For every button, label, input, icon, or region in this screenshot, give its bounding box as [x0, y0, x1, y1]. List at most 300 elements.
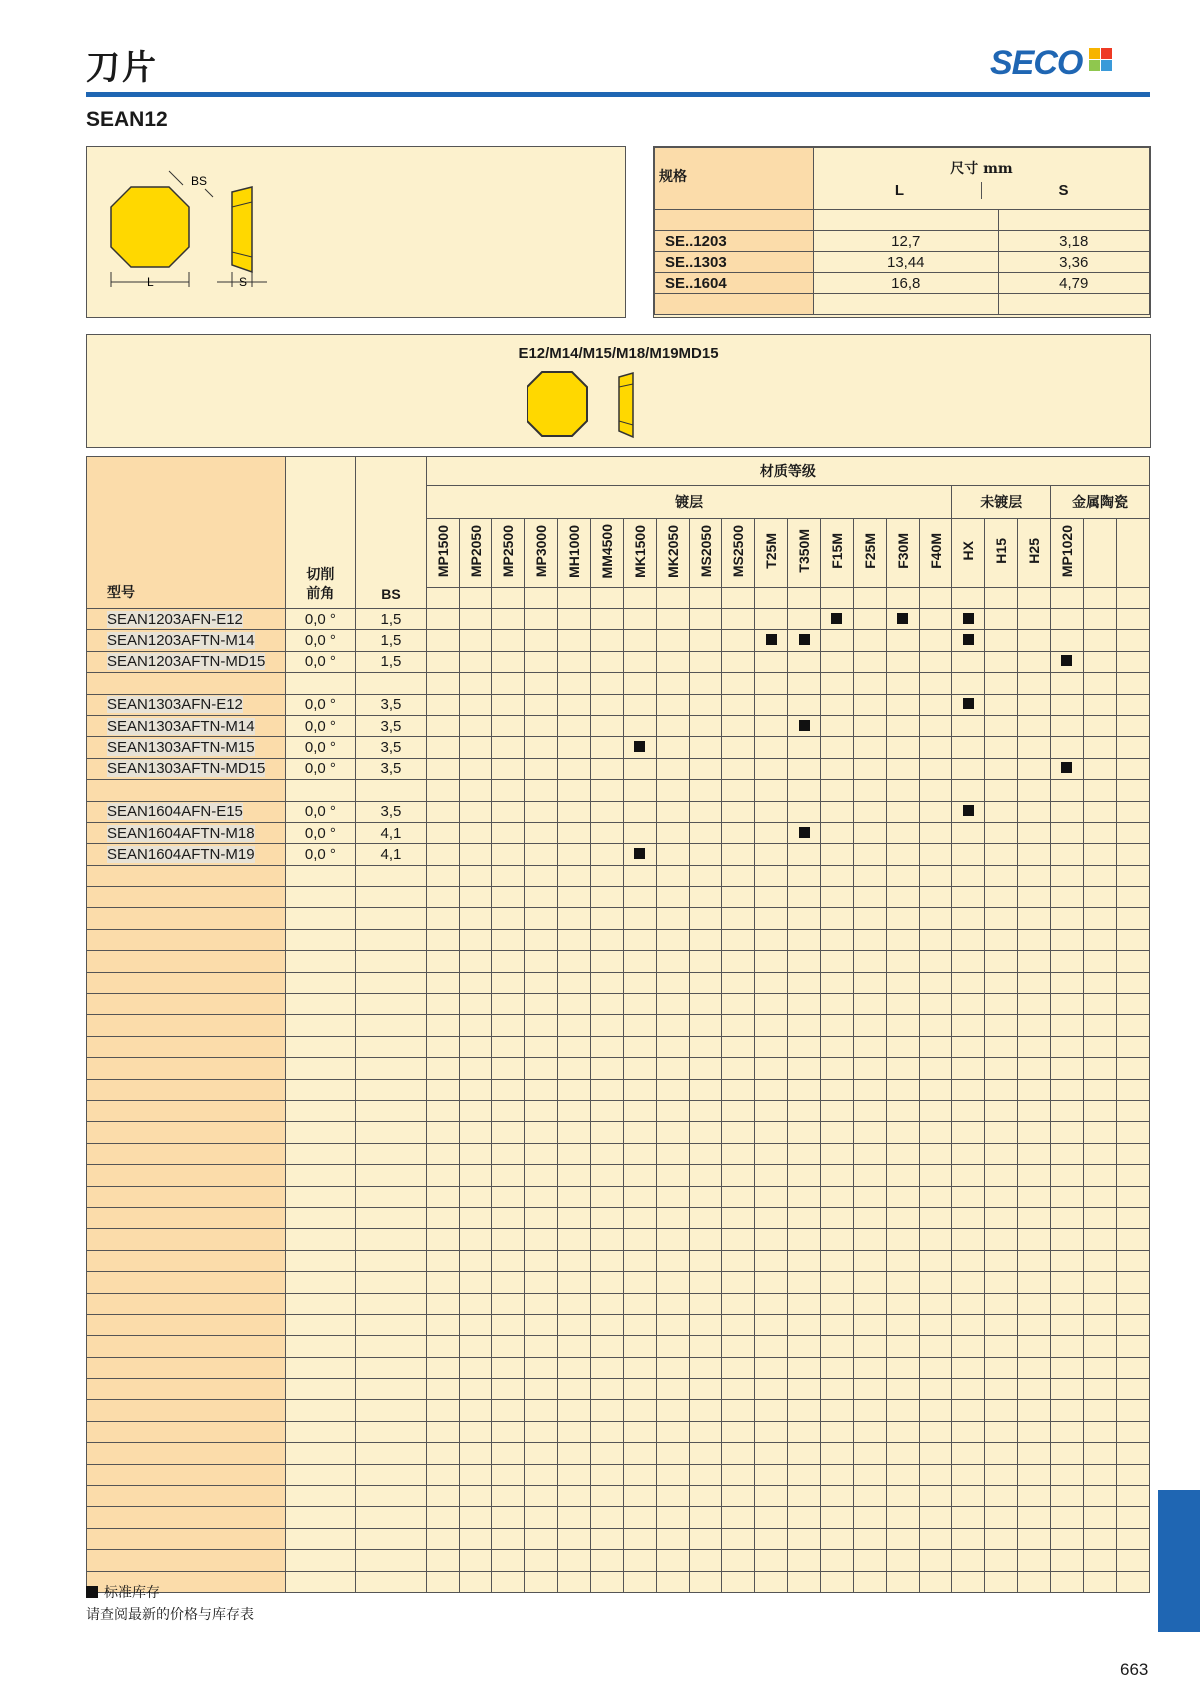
uncoated-header: 未镀层	[952, 486, 1051, 519]
empty-row	[87, 1357, 1150, 1378]
grade-cell-mp2500	[492, 694, 525, 715]
grade-cell-f25m	[853, 715, 886, 736]
grade-cell-h15	[985, 694, 1018, 715]
model-cell: SEAN1604AFTN-M18	[87, 822, 286, 843]
grade-cell-t350m	[788, 609, 821, 630]
grade-cell-mp1020	[1051, 758, 1084, 779]
col-s-header: S	[981, 182, 1145, 199]
grade-cell-hx	[952, 822, 985, 843]
grade-cell-t350m	[788, 801, 821, 822]
grade-cell-f25m	[853, 844, 886, 865]
l-label: L	[147, 275, 154, 289]
grade-cell-ms2500	[722, 715, 755, 736]
grade-header-mk2050: MK2050	[656, 519, 689, 588]
dimensions-row	[655, 273, 1150, 294]
grade-cell-mk2050	[656, 737, 689, 758]
grade-cell-f15m	[821, 737, 854, 758]
stock-mark-icon	[963, 698, 974, 709]
material-grade-header: 材质等级	[426, 457, 1149, 486]
spacer-row	[87, 780, 1150, 801]
bs-cell: 3,5	[356, 758, 427, 779]
grade-cell-mp1500	[426, 651, 459, 672]
grade-cell-f25m	[853, 609, 886, 630]
grade-cell-mp2050	[459, 630, 492, 651]
rake-cell: 0,0 °	[285, 630, 356, 651]
grade-cell-mh1000	[558, 715, 591, 736]
dimensions-panel	[653, 146, 1151, 318]
grade-cell-mm4500	[591, 609, 624, 630]
grade-cell-mp2500	[492, 844, 525, 865]
grade-cell-mp1500	[426, 630, 459, 651]
grade-header-f30m: F30M	[886, 519, 919, 588]
grade-cell-ms2500	[722, 737, 755, 758]
insert-variant-title: E12/M14/M15/M18/M19MD15	[518, 345, 719, 362]
table-row	[87, 801, 1150, 822]
grade-cell-mp2500	[492, 630, 525, 651]
grade-cell-h25	[1018, 822, 1051, 843]
rake-cell: 0,0 °	[285, 844, 356, 865]
grade-cell-f15m	[821, 609, 854, 630]
grade-cell-mp2050	[459, 801, 492, 822]
grade-cell-mp1020	[1051, 694, 1084, 715]
grade-header-h15: H15	[985, 519, 1018, 588]
grade-cell-f40m	[919, 715, 952, 736]
grade-cell-t25m	[755, 715, 788, 736]
grade-cell-f40m	[919, 844, 952, 865]
empty-row	[87, 1143, 1150, 1164]
spacer-row	[87, 673, 1150, 694]
grade-cell-t25m	[755, 801, 788, 822]
grade-cell-h15	[985, 630, 1018, 651]
dim-spec: SE..1604	[655, 273, 814, 294]
grade-cell-mp3000	[525, 694, 558, 715]
table-row	[87, 609, 1150, 630]
model-cell: SEAN1303AFTN-M14	[87, 715, 286, 736]
grade-cell-ms2500	[722, 844, 755, 865]
col-rake-line2: 前角	[306, 586, 335, 602]
grade-cell-mk2050	[656, 822, 689, 843]
bs-cell: 4,1	[356, 844, 427, 865]
grade-cell-mh1000	[558, 630, 591, 651]
grade-cell-f30m	[886, 758, 919, 779]
empty-row	[87, 1165, 1150, 1186]
grade-cell-hx	[952, 715, 985, 736]
grade-cell-f15m	[821, 801, 854, 822]
grade-cell-h15	[985, 822, 1018, 843]
empty-row	[87, 1464, 1150, 1485]
rake-cell: 0,0 °	[285, 737, 356, 758]
empty-row	[87, 1314, 1150, 1335]
model-cell: SEAN1203AFTN-M14	[87, 630, 286, 651]
col-rake-header	[285, 457, 356, 609]
grade-cell-mp3000	[525, 737, 558, 758]
empty-row	[87, 951, 1150, 972]
grade-cell-f40m	[919, 609, 952, 630]
grade-cell-hx	[952, 630, 985, 651]
grade-cell-mh1000	[558, 609, 591, 630]
empty-row	[87, 1443, 1150, 1464]
grade-cell-mk1500	[623, 609, 656, 630]
stock-mark-icon	[963, 634, 974, 645]
grade-cell-t350m	[788, 651, 821, 672]
grade-header-mk1500: MK1500	[623, 519, 656, 588]
grade-header-mp2050: MP2050	[459, 519, 492, 588]
grade-cell-h25	[1018, 630, 1051, 651]
grade-cell-h15	[985, 609, 1018, 630]
empty-row	[87, 1058, 1150, 1079]
grade-cell-mp1500	[426, 758, 459, 779]
grade-cell-t25m	[755, 609, 788, 630]
table-row	[87, 694, 1150, 715]
grade-cell-f15m	[821, 651, 854, 672]
grade-header-f25m: F25M	[853, 519, 886, 588]
insert-variant-panel	[86, 334, 1151, 448]
model-cell: SEAN1604AFN-E15	[87, 801, 286, 822]
bs-cell: 3,5	[356, 715, 427, 736]
empty-row	[87, 1336, 1150, 1357]
empty-row	[87, 1272, 1150, 1293]
page-edge-tab	[1158, 1490, 1200, 1632]
spec-header: 规格	[655, 148, 814, 210]
grades-table-wrapper	[86, 456, 1150, 1577]
grade-header-hx: HX	[952, 519, 985, 588]
grade-cell-mp1500	[426, 822, 459, 843]
grade-cell-t350m	[788, 630, 821, 651]
grade-cell-mk2050	[656, 630, 689, 651]
grade-cell-t25m	[755, 737, 788, 758]
stock-mark-icon	[766, 634, 777, 645]
grade-cell-t350m	[788, 715, 821, 736]
legend-note: 请查阅最新的价格与库存表	[86, 1607, 254, 1623]
table-row	[87, 822, 1150, 843]
model-cell: SEAN1303AFN-E12	[87, 694, 286, 715]
empty-row	[87, 908, 1150, 929]
dim-spec: SE..1303	[655, 252, 814, 273]
grade-cell-h15	[985, 758, 1018, 779]
grade-cell-t350m	[788, 758, 821, 779]
grade-cell-f30m	[886, 801, 919, 822]
rake-cell: 0,0 °	[285, 715, 356, 736]
table-row	[87, 737, 1150, 758]
grade-cell-hx	[952, 737, 985, 758]
empty-row	[87, 1186, 1150, 1207]
logo-squares-icon	[1089, 48, 1113, 72]
dim-s: 3,18	[998, 231, 1149, 252]
grade-cell-mm4500	[591, 651, 624, 672]
grade-cell-mp1020	[1051, 822, 1084, 843]
dimensions-row	[655, 231, 1150, 252]
grade-cell-mm4500	[591, 844, 624, 865]
grade-cell-mp1500	[426, 801, 459, 822]
grade-cell-mk1500	[623, 844, 656, 865]
model-cell: SEAN1303AFTN-MD15	[87, 758, 286, 779]
grade-cell-mk2050	[656, 844, 689, 865]
grade-cell-ms2050	[689, 715, 722, 736]
grade-cell-mp3000	[525, 844, 558, 865]
grade-cell-mk1500	[623, 758, 656, 779]
grade-cell-mp1500	[426, 844, 459, 865]
grade-header-t350m: T350M	[788, 519, 821, 588]
grade-cell-mp2500	[492, 737, 525, 758]
grade-cell-f40m	[919, 737, 952, 758]
empty-row	[87, 1229, 1150, 1250]
grade-cell-mm4500	[591, 694, 624, 715]
grade-cell-t350m	[788, 844, 821, 865]
empty-row	[87, 1293, 1150, 1314]
grade-cell-h15	[985, 715, 1018, 736]
rake-cell: 0,0 °	[285, 694, 356, 715]
grade-cell-f40m	[919, 651, 952, 672]
col-l-header: L	[894, 182, 905, 199]
grade-cell-h15	[985, 844, 1018, 865]
bs-label: BS	[191, 174, 208, 188]
grade-cell-mp1020	[1051, 651, 1084, 672]
grade-cell-mp1020	[1051, 844, 1084, 865]
grade-cell-mh1000	[558, 694, 591, 715]
empty-row	[87, 1015, 1150, 1036]
empty-row	[87, 1507, 1150, 1528]
grade-cell-f30m	[886, 651, 919, 672]
col-bs-header: BS	[356, 457, 427, 609]
grade-cell-mp2050	[459, 715, 492, 736]
grade-cell-mk1500	[623, 737, 656, 758]
grade-cell-mm4500	[591, 737, 624, 758]
table-row	[87, 844, 1150, 865]
grade-cell-ms2050	[689, 844, 722, 865]
grade-cell-f15m	[821, 630, 854, 651]
grade-cell-t25m	[755, 651, 788, 672]
grade-cell-hx	[952, 801, 985, 822]
grade-cell-mp3000	[525, 758, 558, 779]
grade-header-t25m: T25M	[755, 519, 788, 588]
grade-cell-mm4500	[591, 758, 624, 779]
size-header	[814, 148, 1150, 210]
grade-cell-mp2050	[459, 609, 492, 630]
grade-cell-mp2050	[459, 737, 492, 758]
grade-cell-mp2500	[492, 758, 525, 779]
stock-mark-icon	[963, 613, 974, 624]
empty-row	[87, 1079, 1150, 1100]
rake-cell: 0,0 °	[285, 822, 356, 843]
grade-cell-mk1500	[623, 715, 656, 736]
grade-cell-f40m	[919, 694, 952, 715]
grade-cell-f15m	[821, 844, 854, 865]
grade-cell-mk1500	[623, 630, 656, 651]
grade-cell-f30m	[886, 737, 919, 758]
section-title: SEAN12	[86, 108, 168, 131]
empty-row	[87, 865, 1150, 886]
grade-cell-mh1000	[558, 844, 591, 865]
model-cell: SEAN1604AFTN-M19	[87, 844, 286, 865]
grade-cell-mp2050	[459, 758, 492, 779]
grade-cell-mk2050	[656, 694, 689, 715]
grade-cell-hx	[952, 694, 985, 715]
grade-header-mp1500: MP1500	[426, 519, 459, 588]
dim-s: 3,36	[998, 252, 1149, 273]
grade-cell-f30m	[886, 822, 919, 843]
grade-cell-h15	[985, 737, 1018, 758]
s-label: S	[239, 275, 248, 289]
stock-mark-icon	[963, 805, 974, 816]
insert-dimension-drawing	[87, 147, 625, 317]
empty-row	[87, 1528, 1150, 1549]
grade-cell-h15	[985, 651, 1018, 672]
grade-cell-ms2500	[722, 651, 755, 672]
dim-spec: SE..1203	[655, 231, 814, 252]
grade-header-mm4500: MM4500	[591, 519, 624, 588]
grade-cell-hx	[952, 651, 985, 672]
grade-cell-f15m	[821, 822, 854, 843]
grade-cell-ms2050	[689, 758, 722, 779]
legend-stock	[86, 1582, 254, 1604]
empty-row	[87, 1379, 1150, 1400]
grade-cell-f25m	[853, 694, 886, 715]
insert-diagram-panel	[86, 146, 626, 318]
grade-cell-h25	[1018, 801, 1051, 822]
grade-cell-mm4500	[591, 715, 624, 736]
col-rake-line1: 切削	[306, 567, 335, 583]
grade-cell-mk2050	[656, 609, 689, 630]
grade-cell-t350m	[788, 822, 821, 843]
grade-cell-h25	[1018, 844, 1051, 865]
stock-mark-icon	[799, 634, 810, 645]
bs-cell: 4,1	[356, 822, 427, 843]
grade-header-ms2500: MS2500	[722, 519, 755, 588]
grade-cell-mk2050	[656, 758, 689, 779]
stock-mark-icon	[634, 741, 645, 752]
grade-cell-mh1000	[558, 822, 591, 843]
grade-cell-mm4500	[591, 822, 624, 843]
grade-cell-f25m	[853, 737, 886, 758]
grade-cell-mp3000	[525, 715, 558, 736]
stock-mark-icon	[831, 613, 842, 624]
empty-row	[87, 1036, 1150, 1057]
grade-cell-f15m	[821, 758, 854, 779]
empty-row	[87, 887, 1150, 908]
grade-cell-f25m	[853, 651, 886, 672]
grade-cell-ms2050	[689, 630, 722, 651]
grade-cell-f40m	[919, 758, 952, 779]
bs-cell: 1,5	[356, 651, 427, 672]
dim-l: 13,44	[814, 252, 999, 273]
dim-l: 16,8	[814, 273, 999, 294]
grade-cell-mp2050	[459, 694, 492, 715]
empty-row	[87, 972, 1150, 993]
grade-cell-mm4500	[591, 801, 624, 822]
bs-cell: 3,5	[356, 737, 427, 758]
grade-cell-t350m	[788, 737, 821, 758]
grade-cell-hx	[952, 609, 985, 630]
grade-cell-mp2500	[492, 801, 525, 822]
grade-cell-mp2050	[459, 822, 492, 843]
grade-cell-f30m	[886, 715, 919, 736]
table-row	[87, 715, 1150, 736]
empty-row	[87, 1486, 1150, 1507]
model-cell: SEAN1303AFTN-M15	[87, 737, 286, 758]
grade-cell-h25	[1018, 694, 1051, 715]
empty-row	[87, 994, 1150, 1015]
grade-cell-f40m	[919, 630, 952, 651]
grade-cell-mp1020	[1051, 715, 1084, 736]
bs-cell: 1,5	[356, 630, 427, 651]
page-number: 663	[1120, 1660, 1149, 1679]
stock-mark-icon	[1061, 655, 1072, 666]
grade-header-ms2050: MS2050	[689, 519, 722, 588]
empty-row	[87, 1400, 1150, 1421]
grade-cell-mp1020	[1051, 609, 1084, 630]
grade-header-mp3000: MP3000	[525, 519, 558, 588]
grade-header-h25: H25	[1018, 519, 1051, 588]
rake-cell: 0,0 °	[285, 609, 356, 630]
stock-mark-icon	[799, 827, 810, 838]
grade-cell-ms2050	[689, 694, 722, 715]
grade-cell-mk1500	[623, 694, 656, 715]
grade-cell-mh1000	[558, 758, 591, 779]
grade-header-mp2500: MP2500	[492, 519, 525, 588]
grade-cell-h25	[1018, 651, 1051, 672]
grade-cell-ms2500	[722, 822, 755, 843]
grade-header-f40m: F40M	[919, 519, 952, 588]
grade-cell-h25	[1018, 758, 1051, 779]
grade-cell-h15	[985, 801, 1018, 822]
legend	[86, 1582, 254, 1626]
table-row	[87, 651, 1150, 672]
dim-l: 12,7	[814, 231, 999, 252]
rake-cell: 0,0 °	[285, 758, 356, 779]
grade-cell-f25m	[853, 822, 886, 843]
grade-cell-ms2500	[722, 758, 755, 779]
grade-cell-mp3000	[525, 651, 558, 672]
grade-cell-mk2050	[656, 651, 689, 672]
grade-cell-mh1000	[558, 737, 591, 758]
size-header-label: 尺寸 mm	[950, 161, 1013, 177]
grade-cell-t25m	[755, 694, 788, 715]
empty-row	[87, 1250, 1150, 1271]
rake-cell: 0,0 °	[285, 801, 356, 822]
grade-cell-f30m	[886, 609, 919, 630]
grade-cell-hx	[952, 758, 985, 779]
grade-cell-ms2050	[689, 737, 722, 758]
grade-header-f15m: F15M	[821, 519, 854, 588]
stock-mark-icon	[897, 613, 908, 624]
grade-cell-f15m	[821, 715, 854, 736]
grade-cell-mp1500	[426, 609, 459, 630]
model-cell: SEAN1203AFN-E12	[87, 609, 286, 630]
grade-header-mh1000: MH1000	[558, 519, 591, 588]
grade-cell-t350m	[788, 694, 821, 715]
empty-row	[87, 1421, 1150, 1442]
grade-cell-h25	[1018, 609, 1051, 630]
logo-text: SECO	[990, 44, 1083, 82]
coated-header: 镀层	[426, 486, 952, 519]
grade-cell-mp2050	[459, 844, 492, 865]
rake-cell: 0,0 °	[285, 651, 356, 672]
grade-cell-t25m	[755, 758, 788, 779]
grade-cell-mp1020	[1051, 737, 1084, 758]
grade-header-mp1020: MP1020	[1051, 519, 1084, 588]
grade-cell-mm4500	[591, 630, 624, 651]
model-cell: SEAN1203AFTN-MD15	[87, 651, 286, 672]
bs-cell: 3,5	[356, 801, 427, 822]
grade-cell-f15m	[821, 694, 854, 715]
empty-row	[87, 1207, 1150, 1228]
grade-cell-f40m	[919, 822, 952, 843]
grade-cell-mp2500	[492, 609, 525, 630]
table-row	[87, 630, 1150, 651]
grade-cell-t25m	[755, 844, 788, 865]
grade-cell-mp2500	[492, 822, 525, 843]
grade-cell-mp1500	[426, 694, 459, 715]
